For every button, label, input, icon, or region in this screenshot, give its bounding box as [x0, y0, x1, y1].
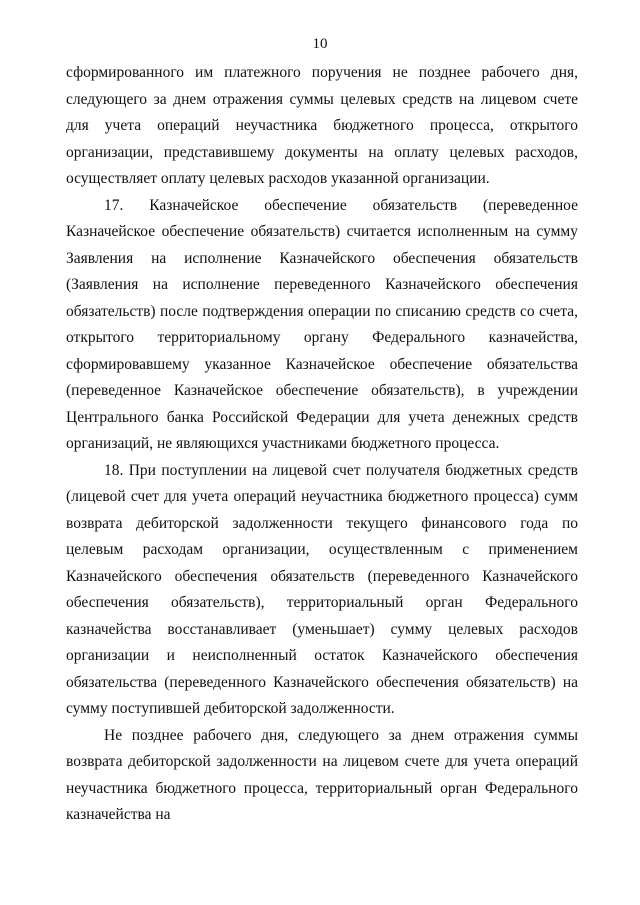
paragraph-18: 18. При поступлении на лицевой счет получателя бюджетных средств (лицевой счет для учета операций неучастника бюджетного процесса) сумм возврата дебиторской задолженности текущего финансового года по целевым расходам организации, осуществленным с применением Казначейского обеспечения обязательств (переведенного Казначейского обеспечения обязательств), территориальный орган Федерального казначейства восстанавливает (уменьшает) сумму целевых расходов организации и неисполненный остаток Казначейского обеспечения обязательства (переведенного Казначейского обеспечения обязательств) на сумму поступившей дебиторской задолженности.: [66, 461, 578, 717]
paragraph-17: 17. Казначейское обеспечение обязательств (переведенное Казначейское обеспечение обязательств) считается исполненным на сумму Заявления на исполнение Казначейского обеспечения обязательств (Заявления на исполнение переведенного Казначейского обеспечения обязательств) после подтверждения операции по списанию средств со счета, открытого территориальному органу Федерального казначейства, сформировавшему указанное Казначейское обеспечение обязательства (переведенное Казначейское обеспечение обязательств), в учреждении Центрального банка Российской Федерации для учета денежных средств организаций, не являющихся участниками бюджетного процесса.: [66, 196, 578, 452]
page-number: 10: [312, 36, 328, 52]
document-body: [66, 60, 578, 829]
paragraph-18-continued: Не позднее рабочего дня, следующего за днем отражения суммы возврата дебиторской задолженности на лицевом счете для учета операций неучастника бюджетного процесса, территориальный орган Федерального казначейства на: [66, 726, 578, 823]
paragraph-continuation: сформированного им платежного поручения не позднее рабочего дня, следующего за днем отражения суммы целевых средств на лицевом счете для учета операций неучастника бюджетного процесса, открытого организации, представившему документы на оплату целевых расходов, осуществляет оплату целевых расходов указанной организации.: [66, 64, 578, 187]
